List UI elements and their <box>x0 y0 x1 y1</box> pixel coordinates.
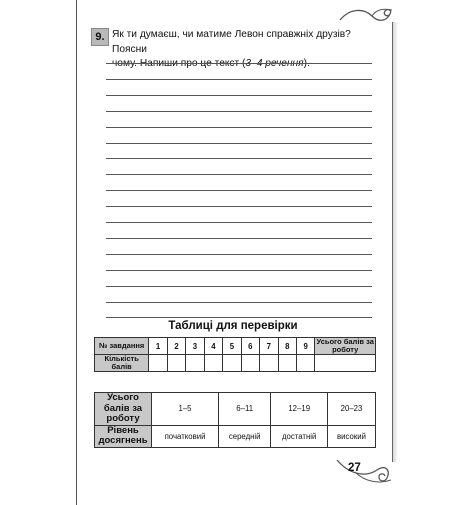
question-number: 9. <box>91 28 109 46</box>
answer-line[interactable] <box>106 143 372 144</box>
range-cell: 1–5 <box>152 393 219 426</box>
level-cell: достатній <box>271 425 328 447</box>
question-text-end: ). <box>303 58 310 69</box>
points-cell[interactable] <box>260 355 278 372</box>
range-cell: 12–19 <box>271 393 328 426</box>
answer-line[interactable] <box>106 302 372 303</box>
level-table-range-row <box>95 393 376 426</box>
answer-line[interactable] <box>106 127 372 128</box>
question-text-line2: чому. Напиши про це текст ( <box>112 58 246 69</box>
points-cell[interactable] <box>296 355 314 372</box>
range-cell: 6–11 <box>219 393 271 426</box>
task-number-cell: 4 <box>204 338 222 355</box>
answer-line[interactable] <box>106 158 372 159</box>
task-number-cell: 7 <box>260 338 278 355</box>
question-text-line1: Як ти думаєш, чи матиме Левон справжніх друзів? Поясни <box>112 29 351 55</box>
row-label-total: Усього балів за роботу <box>95 393 152 426</box>
decorative-swirl-icon <box>338 6 394 28</box>
answer-line[interactable] <box>106 270 372 271</box>
points-cell[interactable] <box>204 355 222 372</box>
question-text-italic: 3–4 речення <box>245 58 304 69</box>
answer-line[interactable] <box>106 111 372 112</box>
tables-title: Таблиці для перевірки <box>168 320 298 332</box>
answer-line[interactable] <box>106 206 372 207</box>
answer-line[interactable] <box>106 79 372 80</box>
points-cell[interactable] <box>223 355 241 372</box>
score-table-header-row <box>95 338 376 355</box>
points-cell[interactable] <box>241 355 259 372</box>
row-label-points: Кількість балів <box>95 355 149 372</box>
answer-line[interactable] <box>106 63 372 64</box>
level-table <box>94 392 376 448</box>
answer-line[interactable] <box>106 238 372 239</box>
task-number-cell: 2 <box>167 338 185 355</box>
task-number-cell: 5 <box>223 338 241 355</box>
level-table-level-row <box>95 425 376 447</box>
row-label-level: Рівень досягнень <box>95 425 152 447</box>
range-cell: 20–23 <box>328 393 376 426</box>
page-edge-right <box>392 22 393 462</box>
answer-line[interactable] <box>106 95 372 96</box>
total-points-cell[interactable] <box>315 355 376 372</box>
score-table <box>94 337 376 372</box>
answer-line[interactable] <box>106 190 372 191</box>
score-table-points-row <box>95 355 376 372</box>
answer-line[interactable] <box>106 317 372 318</box>
task-number-cell: 1 <box>149 338 167 355</box>
task-number-cell: 3 <box>186 338 204 355</box>
points-cell[interactable] <box>149 355 167 372</box>
page-edge-left <box>76 0 77 505</box>
level-cell: початковий <box>152 425 219 447</box>
task-number-cell: 6 <box>241 338 259 355</box>
task-number-cell: 8 <box>278 338 296 355</box>
page-number: 27 <box>348 462 361 474</box>
header-task-cell: № завдання <box>95 338 149 355</box>
question-text <box>112 28 376 72</box>
level-cell: середній <box>219 425 271 447</box>
level-cell: високий <box>328 425 376 447</box>
answer-line[interactable] <box>106 222 372 223</box>
decorative-swirl-icon <box>335 452 393 486</box>
points-cell[interactable] <box>167 355 185 372</box>
answer-line[interactable] <box>106 254 372 255</box>
points-cell[interactable] <box>186 355 204 372</box>
answer-line[interactable] <box>106 174 372 175</box>
points-cell[interactable] <box>278 355 296 372</box>
task-number-cell: 9 <box>296 338 314 355</box>
header-total-cell: Усього балів за роботу <box>316 337 374 354</box>
answer-line[interactable] <box>106 286 372 287</box>
